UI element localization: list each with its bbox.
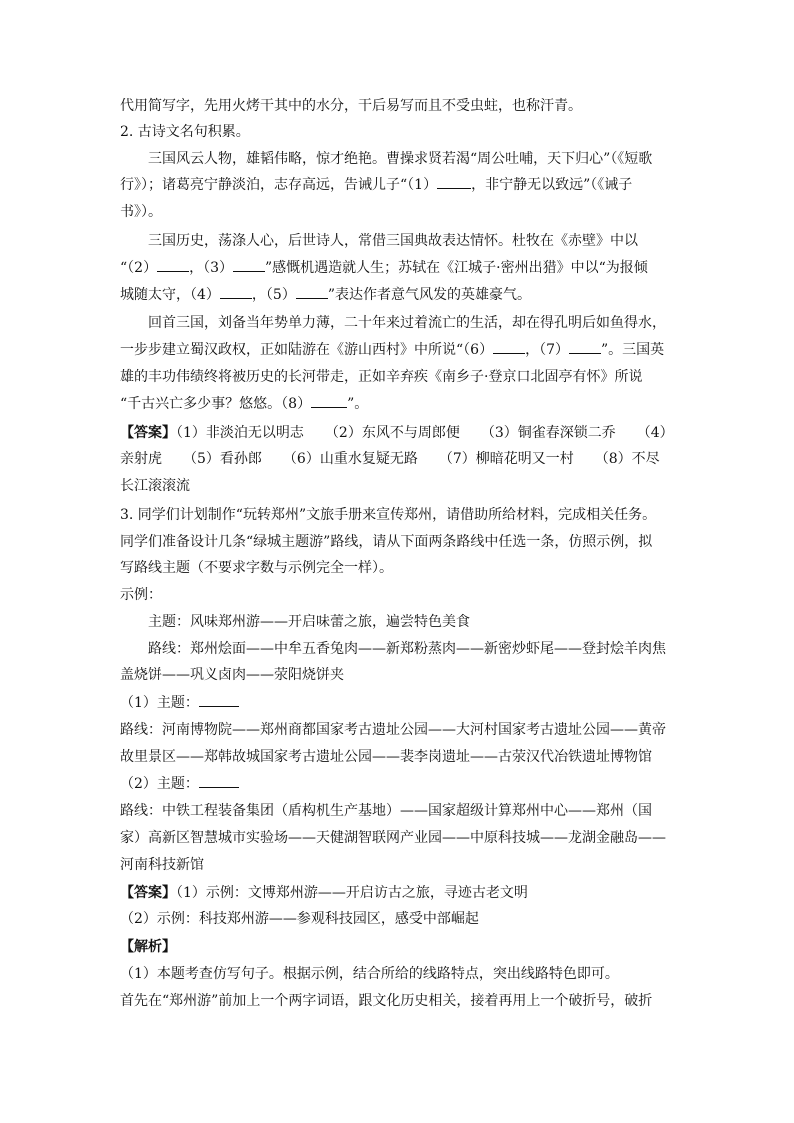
text-line: [120, 881, 680, 905]
answer-blank[interactable]: [233, 256, 265, 272]
answer-blank[interactable]: [199, 691, 239, 707]
text-fragment: ”表达作者意气风发的英雄豪气。: [327, 287, 532, 303]
text-line: 首先在“郑州游”前加上一个两字词语，跟文化历史相关，接着再用上一个破折号，破折: [120, 993, 653, 1009]
text-line: 路线：郑州烩面——中牟五香兔肉——新郑粉蒸肉——新密炒虾尾——登封烩羊肉焦: [148, 641, 666, 657]
text-fragment: “（2）: [120, 260, 158, 276]
text-line: 长江滚滚流: [120, 478, 190, 494]
text-line: [120, 173, 680, 197]
text-line: 同学们准备设计几条“绿城主题游”路线，请从下面两条路线中任选一条，仿照示例，拟: [120, 534, 653, 550]
text-line: 三国风云人物，雄韬伟略，惊才绝艳。曹操求贤若渴“周公吐哺，天下归心”（《短歌: [148, 151, 653, 167]
answer-blank[interactable]: [296, 283, 328, 299]
text-line: [120, 392, 680, 416]
text-line: [120, 421, 680, 445]
answer-blank[interactable]: [493, 338, 525, 354]
answer-label: 【答案】: [120, 885, 176, 901]
text-line: 书》）。: [120, 204, 162, 220]
answer-blank[interactable]: [569, 338, 601, 354]
text-line: 写路线主题（不要求字数与示例完全一样）。: [120, 560, 393, 576]
text-line: 路线：河南博物院——郑州商都国家考古遗址公园——大河村国家考古遗址公园——黄帝: [120, 722, 666, 738]
analysis-label: 【解析】: [120, 939, 176, 955]
text-fragment: ”。: [347, 396, 369, 412]
text-line: 河南科技新馆: [120, 857, 204, 873]
question-heading: 2. 古诗文名句积累。: [120, 124, 250, 140]
text-line: 示例：: [120, 587, 162, 603]
text-fragment: ，非宁静无以致远”（《诫子: [471, 177, 633, 193]
text-line: [120, 691, 680, 715]
text-fragment: ，（5）: [251, 287, 296, 303]
text-line: 雄的丰功伟绩终将被历史的长河带走，正如辛弃疾《南乡子·登京口北固亭有怀》所说: [120, 369, 643, 385]
text-line: 路线：中铁工程装备集团（盾构机生产基地）——国家超级计算郑州中心——郑州（国: [120, 803, 652, 819]
text-fragment: ，（3）: [189, 260, 233, 276]
text-fragment: ”感慨机遇造就人生；苏轼在《江城子·密州出猎》中以“为报倾: [265, 260, 648, 276]
text-fragment: “千古兴亡多少事？悠悠。（8）: [120, 396, 312, 412]
text-fragment: （2）主题：: [120, 776, 199, 792]
text-line: [120, 772, 680, 796]
text-line: 盖烧饼——巩义卤肉——荥阳烧饼夹: [120, 667, 344, 683]
text-line: （1）本题考查仿写句子。根据示例，结合所给的线路特点，突出线路特色即可。: [120, 966, 619, 982]
answer-blank[interactable]: [437, 173, 471, 189]
text-fragment: （1）示例：文博郑州游——开启访古之旅，寻迹古老文明: [176, 885, 528, 901]
text-line: [120, 256, 680, 280]
text-line: 故里景区——郑韩故城国家考古遗址公园——裴李岗遗址——古荥汉代冶铁遗址博物馆: [120, 749, 652, 765]
answer-blank[interactable]: [311, 392, 347, 408]
text-line: [120, 283, 680, 307]
text-line: 回首三国，刘备当年势单力薄，二十年来过着流亡的生活，却在得孔明后如鱼得水，: [148, 315, 666, 331]
question-heading: 3. 同学们计划制作“玩转郑州”文旅手册来宣传郑州，请借助所给材料，完成相关任务。: [120, 507, 657, 523]
text-line: 三国历史，荡涤人心，后世诗人，常借三国典故表达情怀。杜牧在《赤壁》中以: [148, 233, 638, 249]
text-line: 家）高新区智慧城市实验场——天健湖智联网产业园——中原科技城——龙湖金融岛——: [120, 830, 666, 846]
text-fragment: （1）主题：: [120, 695, 199, 711]
text-fragment: 一步步建立蜀汉政权，正如陆游在《游山西村》中所说“（6）: [120, 342, 494, 358]
text-fragment: （1）非淡泊无以明志 （2）东风不与周郎便 （3）铜雀春深锁二乔 （4）: [176, 425, 674, 441]
answer-blank[interactable]: [220, 283, 252, 299]
text-fragment: 行》）；诸葛亮宁静淡泊，志存高远，告诫儿子“（1）: [120, 177, 438, 193]
text-line: [120, 338, 680, 362]
text-line: （2）示例：科技郑州游——参观科技园区，感受中部崛起: [120, 911, 479, 927]
text-fragment: ”。三国英: [601, 342, 665, 358]
answer-label: 【答案】: [120, 425, 176, 441]
text-line: 代用简写字，先用火烤干其中的水分，干后易写而且不受虫蛀，也称汗青。: [120, 98, 582, 114]
text-fragment: 城随太守，（4）: [120, 287, 220, 303]
text-line: 亲射虎 （5）看孙郎 （6）山重水复疑无路 （7）柳暗花明又一村 （8）不尽: [120, 451, 660, 467]
text-fragment: ，（7）: [525, 342, 569, 358]
answer-blank[interactable]: [157, 256, 189, 272]
text-line: 主题：风味郑州游——开启味蕾之旅，遍尝特色美食: [148, 614, 470, 630]
answer-blank[interactable]: [199, 772, 239, 788]
